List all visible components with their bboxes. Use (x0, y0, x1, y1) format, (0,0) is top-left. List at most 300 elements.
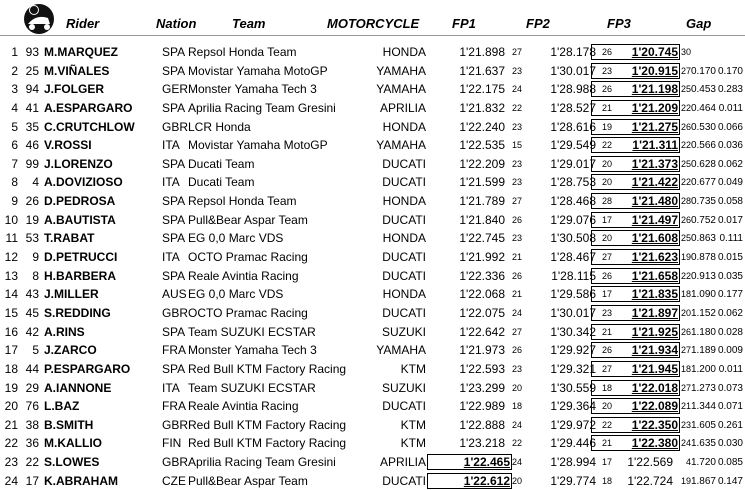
motorcycle-cell: APRILIA (379, 455, 426, 470)
team-cell: Reale Avintia Racing (188, 268, 299, 283)
fp1-time-cell: 1'23.218 (459, 436, 505, 451)
fp2-laps-cell: 26 (601, 84, 612, 95)
bike-number-cell: 94 (25, 82, 39, 97)
position-cell: 20 (4, 399, 18, 414)
gap-to-previous-cell: 0.028 (717, 326, 743, 338)
gap-to-first-cell: 1.273 (690, 382, 716, 394)
nation-cell: FIN (162, 436, 182, 451)
fp3-time-cell: 1'21.275 (591, 119, 680, 135)
gap-to-first-cell: 1.152 (690, 307, 716, 319)
fp2-laps-cell: 21 (601, 326, 612, 337)
bike-number-cell: 46 (25, 138, 39, 153)
position-cell: 12 (4, 250, 18, 265)
team-cell: Movistar Yamaha MotoGP (188, 63, 328, 78)
bike-number-cell: 38 (25, 417, 39, 432)
table-row (0, 323, 745, 342)
rider-name-cell: L.BAZ (44, 399, 80, 414)
motorcycle-cell: APRILIA (379, 100, 426, 115)
motorcycle-cell: KTM (400, 417, 426, 432)
fp1-laps-cell: 26 (511, 214, 522, 225)
fp2-laps-cell: 23 (601, 65, 612, 76)
position-cell: 9 (11, 194, 18, 209)
fp1-time-cell: 1'22.612 (427, 473, 512, 489)
nation-cell: SPA (162, 231, 186, 246)
nation-cell: FRA (162, 399, 186, 414)
bike-number-cell: 53 (25, 231, 39, 246)
gap-to-first-cell: 1.720 (690, 457, 716, 469)
bike-number-cell: 17 (25, 473, 39, 488)
table-row (0, 434, 745, 453)
fp2-laps-cell: 18 (601, 475, 612, 486)
bike-number-cell: 76 (25, 399, 39, 414)
gap-to-previous-cell: 0.283 (717, 84, 743, 96)
fp2-time-cell: 1'28.753 (550, 175, 596, 190)
fp3-laps-cell: 18 (680, 363, 691, 374)
table-row (0, 229, 745, 248)
header-fp3: FP3 (607, 16, 631, 31)
motorcycle-cell: DUCATI (382, 268, 426, 283)
fp1-time-cell: 1'22.336 (459, 268, 505, 283)
position-cell: 4 (11, 100, 18, 115)
position-cell: 3 (11, 82, 18, 97)
fp1-laps-cell: 26 (511, 345, 522, 356)
table-row (0, 211, 745, 230)
gap-to-previous-cell: 0.011 (718, 102, 743, 114)
position-cell: 8 (11, 175, 18, 190)
gap-to-previous-cell: 0.147 (717, 475, 743, 487)
fp3-laps-cell: 25 (680, 158, 691, 169)
team-cell: Reale Avintia Racing (188, 399, 299, 414)
fp2-laps-cell: 17 (601, 457, 612, 468)
gap-to-previous-cell: 0.261 (717, 419, 743, 431)
fp3-laps-cell: 19 (680, 475, 691, 486)
nation-cell: GBR (162, 417, 189, 432)
table-row (0, 43, 745, 62)
table-row (0, 360, 745, 379)
fp1-time-cell: 1'22.068 (459, 287, 505, 302)
fp2-laps-cell: 22 (601, 419, 612, 430)
fp3-time-cell: 1'21.934 (591, 342, 680, 358)
fp2-laps-cell: 26 (601, 270, 612, 281)
rider-name-cell: D.PETRUCCI (44, 250, 118, 265)
fp1-laps-cell: 21 (511, 289, 522, 300)
gap-to-first-cell: 1.605 (690, 419, 716, 431)
table-row (0, 285, 745, 304)
fp2-laps-cell: 26 (601, 47, 612, 57)
fp1-laps-cell: 24 (511, 307, 522, 318)
rider-name-cell: D.PEDROSA (44, 194, 116, 209)
gap-to-previous-cell: 0.071 (717, 401, 743, 413)
motorcycle-cell: YAMAHA (376, 138, 426, 153)
rider-name-cell: A.IANNONE (44, 380, 112, 395)
team-cell: Team SUZUKI ECSTAR (188, 324, 316, 339)
team-cell: Repsol Honda Team (188, 45, 297, 59)
fp2-time-cell: 1'28.178 (550, 45, 596, 59)
table-row (0, 397, 745, 416)
nation-cell: GBR (162, 455, 189, 470)
fp3-time-cell: 1'22.018 (591, 380, 680, 396)
rider-name-cell: A.BAUTISTA (44, 212, 116, 227)
fp1-laps-cell: 23 (511, 363, 522, 374)
fp2-laps-cell: 18 (601, 382, 612, 393)
motorcycle-cell: DUCATI (382, 473, 426, 488)
nation-cell: SPA (162, 194, 186, 209)
fp2-time-cell: 1'29.549 (550, 138, 596, 153)
position-cell: 15 (4, 305, 18, 320)
rider-name-cell: A.DOVIZIOSO (44, 175, 123, 190)
header-divider (0, 35, 745, 36)
team-cell: Ducati Team (188, 156, 255, 171)
gap-to-first-cell: 1.635 (690, 438, 716, 450)
fp1-laps-cell: 18 (511, 401, 522, 412)
fp3-time-cell: 1'22.089 (591, 398, 680, 414)
motorcycle-cell: KTM (400, 436, 426, 451)
fp2-laps-cell: 27 (601, 363, 612, 374)
position-cell: 5 (11, 119, 18, 134)
fp1-time-cell: 1'22.535 (459, 138, 505, 153)
position-cell: 14 (4, 287, 18, 302)
motorcycle-cell: DUCATI (382, 399, 426, 414)
bike-number-cell: 42 (25, 324, 39, 339)
fp2-time-cell: 1'29.927 (550, 343, 596, 358)
rider-name-cell: T.RABAT (44, 231, 95, 246)
fp3-laps-cell: 26 (680, 121, 691, 132)
gap-to-first-cell: 0.453 (690, 84, 716, 96)
rider-name-cell: J.FOLGER (44, 82, 105, 97)
table-row (0, 192, 745, 211)
gap-to-first-cell: 1.200 (690, 363, 716, 375)
rider-name-cell: J.ZARCO (44, 343, 97, 358)
fp3-time-cell: 1'21.422 (591, 174, 680, 190)
table-row (0, 453, 745, 472)
header-motorcycle: MOTORCYCLE (327, 16, 420, 31)
team-cell: Red Bull KTM Factory Racing (188, 417, 347, 432)
motorcycle-cell: DUCATI (382, 156, 426, 171)
fp3-laps-cell: 25 (680, 233, 691, 244)
fp3-laps-cell: 25 (680, 84, 691, 95)
gap-to-first-cell: 0.628 (690, 158, 716, 170)
gap-to-first-cell: 1.344 (690, 401, 716, 413)
gap-to-first-cell: 0.878 (690, 252, 716, 264)
fp1-laps-cell: 23 (511, 158, 522, 169)
fp3-laps-cell: 20 (680, 307, 691, 318)
gap-to-first-cell: 0.464 (690, 102, 716, 114)
fp3-time-cell: 1'20.915 (591, 63, 680, 79)
table-row (0, 118, 745, 137)
motorcycle-cell: YAMAHA (376, 63, 426, 78)
table-row (0, 173, 745, 192)
rider-name-cell: H.BARBERA (44, 268, 116, 283)
header-gap: Gap (686, 16, 712, 31)
position-cell: 7 (11, 156, 18, 171)
rider-name-cell: V.ROSSI (44, 138, 92, 153)
gap-to-previous-cell: 0.111 (719, 233, 743, 245)
fp3-laps-cell: 27 (680, 65, 691, 76)
table-row (0, 379, 745, 398)
table-row (0, 155, 745, 174)
fp3-time-cell: 1'21.209 (591, 100, 680, 116)
gap-to-previous-cell: 0.062 (717, 158, 743, 170)
fp1-time-cell: 1'21.599 (459, 175, 505, 190)
fp1-time-cell: 1'22.209 (459, 156, 505, 171)
fp1-time-cell: 1'22.465 (427, 454, 512, 470)
fp1-laps-cell: 23 (511, 177, 522, 188)
team-cell: Red Bull KTM Factory Racing (188, 361, 347, 376)
fp1-time-cell: 1'22.989 (459, 399, 505, 414)
fp3-time-cell: 1'21.497 (591, 212, 680, 228)
fp2-time-cell: 1'30.017 (550, 305, 596, 320)
fp3-time-cell: 1'21.835 (591, 286, 680, 302)
gap-to-previous-cell: 0.035 (717, 270, 743, 282)
fp2-time-cell: 1'28.616 (550, 119, 596, 134)
gap-to-previous-cell: 0.066 (717, 121, 743, 133)
fp2-time-cell: 1'29.446 (550, 436, 596, 451)
fp3-laps-cell: 22 (680, 270, 691, 281)
bike-number-cell: 29 (25, 380, 39, 395)
motorcycle-cell: HONDA (382, 287, 426, 302)
fp1-laps-cell: 20 (511, 382, 522, 393)
fp1-laps-cell: 23 (511, 121, 522, 132)
table-row (0, 80, 745, 99)
fp1-laps-cell: 26 (511, 270, 522, 281)
nation-cell: ITA (162, 138, 180, 153)
bike-number-cell: 25 (25, 63, 39, 78)
results-rows (0, 43, 745, 490)
bike-number-cell: 5 (32, 343, 39, 358)
fp2-time-cell: 1'28.988 (550, 82, 596, 97)
fp2-laps-cell: 17 (601, 289, 612, 300)
position-cell: 24 (4, 473, 18, 488)
nation-cell: GBR (162, 305, 189, 320)
bike-number-cell: 26 (25, 194, 39, 209)
nation-cell: SPA (162, 324, 186, 339)
table-row (0, 136, 745, 155)
bike-number-cell: 8 (32, 268, 39, 283)
rider-name-cell: C.CRUTCHLOW (44, 119, 135, 134)
fp2-time-cell: 1'29.586 (550, 287, 596, 302)
motorcycle-cell: DUCATI (382, 212, 426, 227)
motorcycle-cell: SUZUKI (381, 324, 426, 339)
position-cell: 2 (11, 63, 18, 78)
nation-cell: SPA (162, 63, 186, 78)
fp2-time-cell: 1'29.364 (550, 399, 596, 414)
fp2-time-cell: 1'28.115 (551, 268, 596, 283)
fp3-time-cell: 1'21.198 (591, 81, 680, 97)
team-cell: OCTO Pramac Racing (188, 305, 308, 320)
gap-to-previous-cell: 0.009 (717, 345, 743, 357)
nation-cell: SPA (162, 156, 186, 171)
table-row (0, 99, 745, 118)
header-team: Team (232, 16, 266, 31)
fp2-laps-cell: 26 (601, 345, 612, 356)
gap-to-previous-cell: 0.036 (717, 140, 743, 152)
fp3-time-cell: 1'20.745 (591, 44, 680, 60)
fp1-laps-cell: 20 (511, 475, 522, 486)
position-cell: 17 (4, 343, 18, 358)
gap-to-previous-cell: 0.177 (717, 289, 743, 301)
nation-cell: SPA (162, 212, 186, 227)
rider-name-cell: P.ESPARGARO (44, 361, 131, 376)
fp3-laps-cell: 27 (680, 382, 691, 393)
fp3-time-cell: 1'21.311 (591, 137, 680, 153)
gap-to-previous-cell: 0.073 (717, 382, 743, 394)
fp1-time-cell: 1'22.745 (459, 231, 505, 246)
header-fp2: FP2 (526, 16, 550, 31)
fp1-time-cell: 1'22.593 (459, 361, 505, 376)
nation-cell: AUS (162, 287, 187, 302)
gap-to-previous-cell: 0.030 (717, 438, 743, 450)
team-cell: Ducati Team (188, 175, 255, 190)
bike-number-cell: 43 (25, 287, 39, 302)
fp2-time-cell: 1'28.994 (550, 455, 596, 470)
team-cell: Monster Yamaha Tech 3 (188, 82, 317, 97)
bike-number-cell: 19 (25, 212, 39, 227)
fp1-time-cell: 1'22.888 (459, 417, 505, 432)
fp2-time-cell: 1'28.467 (550, 250, 596, 265)
table-row (0, 248, 745, 267)
fp2-time-cell: 1'28.468 (550, 194, 596, 209)
motorcycle-cell: DUCATI (382, 175, 426, 190)
position-cell: 16 (4, 324, 18, 339)
fp2-time-cell: 1'30.342 (550, 324, 596, 339)
fp3-time-cell: 1'22.350 (591, 417, 680, 433)
fp3-time-cell: 1'21.480 (591, 193, 680, 209)
fp3-time-cell: 1'21.623 (591, 249, 680, 265)
gap-to-first-cell: 0.752 (690, 214, 716, 226)
team-cell: EG 0,0 Marc VDS (188, 231, 284, 246)
gap-to-first-cell: 0.913 (690, 270, 716, 282)
nation-cell: CZE (162, 473, 186, 488)
fp1-time-cell: 1'22.075 (459, 305, 505, 320)
fp2-time-cell: 1'29.774 (550, 473, 596, 488)
nation-cell: ITA (162, 175, 180, 190)
fp2-laps-cell: 19 (601, 121, 612, 132)
fp1-laps-cell: 27 (511, 196, 522, 207)
fp1-laps-cell: 23 (511, 65, 522, 76)
gap-to-previous-cell: 0.170 (717, 65, 743, 77)
fp2-time-cell: 1'29.321 (550, 361, 596, 376)
fp3-time-cell: 1'21.925 (591, 324, 680, 340)
fp2-time-cell: 1'29.972 (550, 417, 596, 432)
fp1-time-cell: 1'21.973 (459, 343, 505, 358)
table-row (0, 472, 745, 490)
gap-to-previous-cell: 0.015 (717, 252, 743, 264)
fp1-laps-cell: 27 (511, 326, 522, 337)
fp1-laps-cell: 15 (511, 140, 522, 151)
table-row (0, 267, 745, 286)
gap-to-previous-cell: 0.085 (717, 457, 743, 469)
fp1-time-cell: 1'22.642 (459, 324, 505, 339)
team-cell: Movistar Yamaha MotoGP (188, 138, 328, 153)
position-cell: 1 (11, 45, 18, 59)
fp3-laps-cell: 28 (680, 196, 691, 207)
gap-to-first-cell: 0.677 (690, 177, 716, 189)
fp3-laps-cell: 26 (680, 326, 691, 337)
fp2-laps-cell: 20 (601, 401, 612, 412)
bike-number-cell: 45 (25, 305, 39, 320)
fp2-time-cell: 1'30.017 (550, 63, 596, 78)
gap-to-first-cell: 0.735 (690, 196, 716, 208)
position-cell: 11 (5, 231, 18, 246)
rider-name-cell: M.KALLIO (44, 436, 102, 451)
fp2-time-cell: 1'29.076 (550, 212, 596, 227)
team-cell: Monster Yamaha Tech 3 (188, 343, 317, 358)
team-cell: Aprilia Racing Team Gresini (188, 100, 336, 115)
fp2-laps-cell: 20 (601, 177, 612, 188)
fp1-laps-cell: 24 (511, 457, 522, 468)
motorcycle-cell: HONDA (382, 119, 426, 134)
fp3-laps-cell: 26 (680, 214, 691, 225)
position-cell: 13 (4, 268, 18, 283)
team-cell: EG 0,0 Marc VDS (188, 287, 284, 302)
nation-cell: ITA (162, 250, 180, 265)
motorcycle-cell: YAMAHA (376, 82, 426, 97)
position-cell: 6 (11, 138, 18, 153)
motorcycle-cell: SUZUKI (381, 380, 426, 395)
bike-number-cell: 22 (25, 455, 39, 470)
team-cell: Red Bull KTM Factory Racing (188, 436, 347, 451)
rider-name-cell: A.RINS (44, 324, 85, 339)
gap-to-first-cell: 0.530 (690, 121, 716, 133)
header-nation: Nation (156, 16, 197, 31)
fp3-laps-cell: 18 (680, 289, 691, 300)
position-cell: 10 (4, 212, 18, 227)
fp3-laps-cell: 30 (680, 47, 691, 57)
table-row (0, 416, 745, 435)
gap-to-first-cell: 0.566 (690, 140, 716, 152)
bike-number-cell: 36 (25, 436, 39, 451)
fp3-laps-cell: 23 (680, 419, 691, 430)
motorcycle-cell: DUCATI (382, 305, 426, 320)
fp2-laps-cell: 21 (601, 102, 612, 113)
gap-to-previous-cell: 0.017 (717, 214, 743, 226)
fp3-time-cell: 1'21.658 (591, 268, 680, 284)
team-cell: Pull&Bear Aspar Team (188, 212, 308, 227)
team-cell: Pull&Bear Aspar Team (188, 473, 308, 488)
fp1-laps-cell: 27 (511, 47, 522, 57)
team-cell: Repsol Honda Team (188, 194, 297, 209)
rider-name-cell: J.LORENZO (44, 156, 113, 171)
rider-name-cell: M.VIÑALES (44, 63, 110, 78)
team-cell: LCR Honda (188, 119, 251, 134)
fp3-time-cell: 1'22.724 (627, 473, 673, 488)
table-row (0, 341, 745, 360)
motorcycle-cell: KTM (400, 361, 426, 376)
gap-to-previous-cell: 0.058 (717, 196, 743, 208)
table-row (0, 304, 745, 323)
nation-cell: GER (162, 82, 189, 97)
rider-name-cell: J.MILLER (44, 287, 99, 302)
bike-number-cell: 4 (32, 175, 39, 190)
nation-cell: GBR (162, 119, 189, 134)
nation-cell: SPA (162, 100, 186, 115)
team-cell: Team SUZUKI ECSTAR (188, 380, 316, 395)
fp2-time-cell: 1'30.508 (550, 231, 596, 246)
bike-number-cell: 41 (25, 100, 39, 115)
fp3-laps-cell: 27 (680, 345, 691, 356)
motorcycle-cell: DUCATI (382, 250, 426, 265)
fp3-laps-cell: 22 (680, 177, 691, 188)
fp2-laps-cell: 20 (601, 233, 612, 244)
position-cell: 19 (4, 380, 18, 395)
motorcycle-rider-icon (22, 2, 56, 34)
fp1-laps-cell: 22 (511, 438, 522, 449)
motorcycle-cell: YAMAHA (376, 343, 426, 358)
position-cell: 23 (4, 455, 18, 470)
fp1-laps-cell: 22 (511, 102, 522, 113)
fp1-laps-cell: 21 (511, 252, 522, 263)
fp3-laps-cell: 4 (685, 457, 691, 468)
